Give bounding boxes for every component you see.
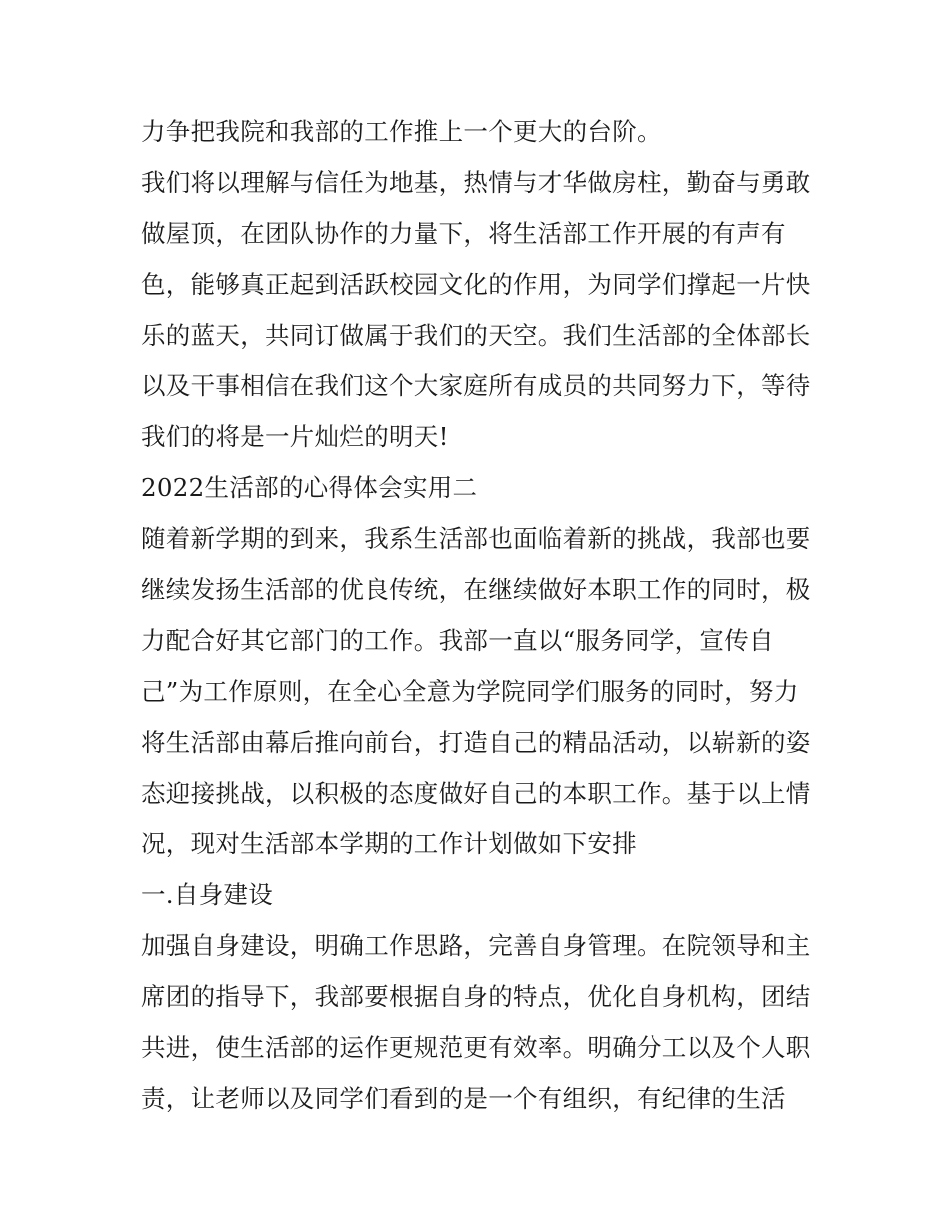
text-line-20: 责，让老师以及同学们看到的是一个有组织，有纪律的生活 bbox=[141, 1083, 786, 1113]
text-line-19: 共进，使生活部的运作更规范更有效率。明确分工以及个人职 bbox=[141, 1033, 811, 1063]
text-line-9: 随着新学期的到来，我系生活部也面临着新的挑战，我部也要 bbox=[141, 524, 811, 554]
text-line-2: 我们将以理解与信任为地基，热情与才华做房柱，勤奋与勇敢 bbox=[141, 167, 811, 197]
text-line-6: 以及干事相信在我们这个大家庭所有成员的共同努力下，等待 bbox=[141, 371, 811, 401]
text-line-18: 席团的指导下，我部要根据自身的特点，优化自身机构，团结 bbox=[141, 982, 811, 1012]
text-line-3: 做屋顶，在团队协作的力量下，将生活部工作开展的有声有 bbox=[141, 218, 786, 248]
text-line-5: 乐的蓝天，共同订做属于我们的天空。我们生活部的全体部长 bbox=[141, 320, 811, 350]
section-heading: 2022生活部的心得体会实用二 bbox=[141, 473, 478, 503]
text-line-17: 加强自身建设，明确工作思路，完善自身管理。在院领导和主 bbox=[141, 931, 811, 961]
subsection-heading: 一.自身建设 bbox=[141, 880, 274, 910]
text-line-13: 将生活部由幕后推向前台，打造自己的精品活动，以崭新的姿 bbox=[141, 727, 811, 757]
text-line-15: 况，现对生活部本学期的工作计划做如下安排 bbox=[141, 829, 637, 859]
text-line-4: 色，能够真正起到活跃校园文化的作用，为同学们撑起一片快 bbox=[141, 269, 811, 299]
text-line-1: 力争把我院和我部的工作推上一个更大的台阶。 bbox=[141, 117, 662, 146]
text-line-14: 态迎接挑战，以积极的态度做好自己的本职工作。基于以上情 bbox=[141, 778, 811, 808]
text-line-10: 继续发扬生活部的优良传统，在继续做好本职工作的同时，极 bbox=[141, 575, 811, 605]
text-line-7: 我们的将是一片灿烂的明天! bbox=[141, 422, 449, 452]
document-body bbox=[141, 107, 821, 1125]
text-line-12: 己”为工作原则，在全心全意为学院同学们服务的同时，努力 bbox=[141, 676, 799, 706]
text-line-11: 力配合好其它部门的工作。我部一直以“服务同学，宣传自 bbox=[141, 625, 774, 655]
